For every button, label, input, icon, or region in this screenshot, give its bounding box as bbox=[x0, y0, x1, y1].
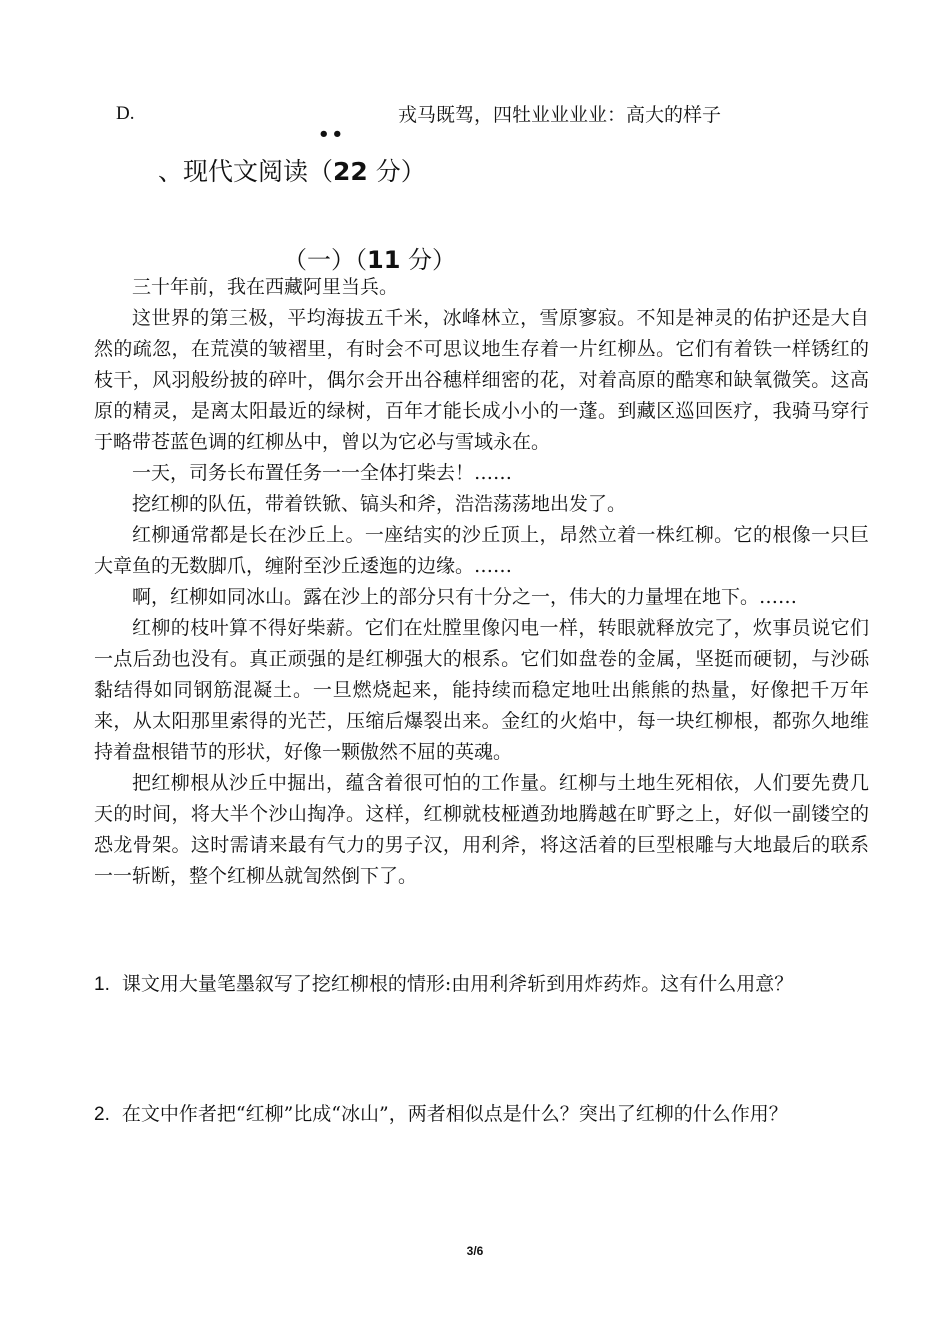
question-text: 在文中作者把“红柳”比成“冰山”，两者相似点是什么？突出了红柳的什么作用？ bbox=[121, 1103, 788, 1125]
question-2 bbox=[94, 1099, 869, 1130]
option-d-label: D. bbox=[116, 103, 135, 124]
subsection-score: 11 bbox=[367, 246, 401, 274]
section-title bbox=[158, 152, 426, 188]
section-title-suffix: 分） bbox=[367, 157, 426, 186]
passage-paragraph: 红柳通常都是长在沙丘上。一座结实的沙丘顶上，昂然立着一株红柳。它的根像一只巨大章鱼的无数脚爪，缠附至沙丘逶迤的边缘。…… bbox=[94, 524, 869, 577]
passage-paragraph: 红柳的枝叶算不得好柴薪。它们在灶膛里像闪电一样，转眼就释放完了，炊事员说它们一点后劲也没有。真正顽强的是红柳强大的根系。它们如盘卷的金属，坚挺而硬韧，与沙砾黏结得如同钢筋混凝土。一旦燃烧起来，能持续而稳定地吐出熊熊的热量，好像把千万年来，从太阳那里索得的光芒，压缩后爆裂出来。金红的火焰中，每一块红柳根，都弥久地维持着盘根错节的形状，好像一颗傲然不屈的英魂。 bbox=[94, 617, 869, 763]
passage-paragraph: 挖红柳的队伍，带着铁锨、镐头和斧，浩浩荡荡地出发了。 bbox=[132, 493, 627, 515]
subsection-title-prefix: （一）（ bbox=[283, 246, 367, 274]
question-number: 1. bbox=[94, 974, 110, 995]
page-number: 3/6 bbox=[466, 1244, 484, 1258]
passage-paragraph: 把红柳根从沙丘中掘出，蕴含着很可怕的工作量。红柳与土地生死相依，人们要先费几天的时间，将大半个沙山掏净。这样，红柳就枝桠遒劲地腾越在旷野之上，好似一副镂空的恐龙骨架。这时需请来最有气力的男子汉，用利斧，将这活着的巨型根雕与大地最后的联系一一斩断，整个红柳丛就訇然倒下了。 bbox=[94, 772, 869, 887]
question-text: 课文用大量笔墨叙写了挖红柳根的情形:由用利斧斩到用炸药炸。这有什么用意？ bbox=[121, 973, 794, 995]
emphasis-dots: •• bbox=[318, 124, 346, 145]
passage bbox=[94, 272, 869, 892]
option-d-text: 戎马既驾，四牡业业业业：高大的样子 bbox=[398, 104, 722, 126]
section-score: 22 bbox=[333, 157, 368, 186]
section-title-prefix: 、现代文阅读（ bbox=[158, 157, 334, 186]
passage-paragraph: 这世界的第三极，平均海拔五千米，冰峰林立，雪原寥寂。不知是神灵的佑护还是大自然的疏忽，在荒漠的皱褶里，有时会不可思议地生存着一片红柳丛。它们有着铁一样锈红的枝干，风羽般纷披的碎叶，偶尔会开出谷穗样细密的花，对着高原的酷寒和缺氧微笑。这高原的精灵，是离太阳最近的绿树，百年才能长成小小的一蓬。到藏区巡回医疗，我骑马穿行于略带苍蓝色调的红柳丛中，曾以为它必与雪域永在。 bbox=[94, 307, 869, 453]
question-1 bbox=[94, 969, 869, 1000]
subsection-title bbox=[283, 240, 456, 275]
passage-paragraph: 啊，红柳如同冰山。露在沙上的部分只有十分之一，伟大的力量埋在地下。…… bbox=[132, 586, 798, 608]
subsection-title-suffix: 分） bbox=[400, 246, 457, 274]
passage-paragraph: 一天，司务长布置任务一一全体打柴去！…… bbox=[132, 462, 513, 484]
question-number: 2. bbox=[94, 1104, 110, 1125]
passage-paragraph: 三十年前，我在西藏阿里当兵。 bbox=[132, 276, 399, 298]
